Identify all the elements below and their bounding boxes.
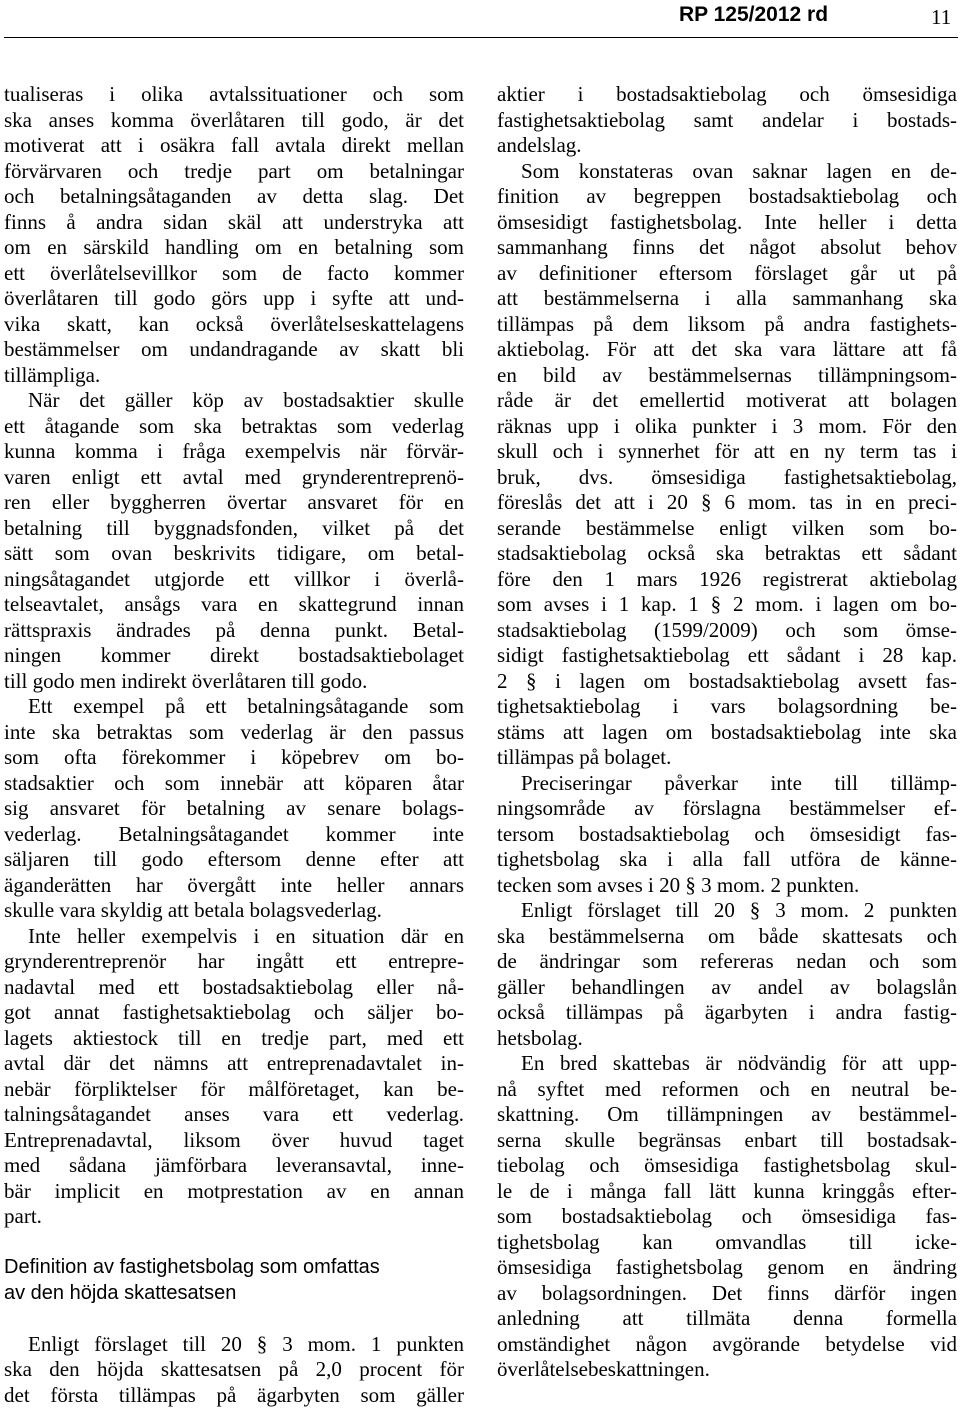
text-line: finns å andra sidan skäl att understryka att bbox=[4, 210, 464, 236]
text-line: När det gäller köp av bostadsaktier skulle bbox=[4, 388, 464, 414]
page-number: 11 bbox=[931, 5, 951, 30]
text-line: Som konstateras ovan saknar lagen en de- bbox=[497, 159, 957, 185]
text-line: stadsaktiebolag också ska betraktas ett sådant bbox=[497, 541, 957, 567]
text-line: till godo men indirekt överlåtaren till godo. bbox=[4, 669, 464, 695]
blank-line bbox=[4, 1306, 464, 1332]
text-line: skull och i synnerhet för att en ny term tas i bbox=[497, 439, 957, 465]
text-line: före den 1 mars 1926 registrerat aktiebolag bbox=[497, 567, 957, 593]
text-line: part. bbox=[4, 1204, 464, 1230]
text-line: ningen kommer direkt bostadsaktiebolaget bbox=[4, 643, 464, 669]
text-line: överlåtaren till godo görs upp i syfte att und- bbox=[4, 286, 464, 312]
text-line: tualiseras i olika avtalssituationer och som bbox=[4, 82, 464, 108]
text-line: om en särskild handling om en betalning som bbox=[4, 235, 464, 261]
text-line: aktiebolag. För att det ska vara lättare att få bbox=[497, 337, 957, 363]
text-line: varen enligt ett avtal med grynderentreprenö- bbox=[4, 465, 464, 491]
text-line: tillämpas på bolaget. bbox=[497, 745, 957, 771]
text-line: nadavtal med ett bostadsaktiebolag eller nå- bbox=[4, 975, 464, 1001]
text-line: nå syftet med reformen och en neutral be- bbox=[497, 1077, 957, 1103]
text-line: nebär förpliktelser för målföretaget, kan be- bbox=[4, 1077, 464, 1103]
text-line: säljaren till godo eftersom denne efter att bbox=[4, 847, 464, 873]
text-line: tighetsaktiebolag i vars bolagsordning be- bbox=[497, 694, 957, 720]
blank-line bbox=[4, 1230, 464, 1256]
text-line: talningsåtagandet anses vara ett vederlag. bbox=[4, 1102, 464, 1128]
text-line: En bred skattebas är nödvändig för att upp- bbox=[497, 1051, 957, 1077]
text-line: föreslås det att i 20 § 6 mom. tas in en preci- bbox=[497, 490, 957, 516]
text-line: betalning till byggnadsfonden, vilket på det bbox=[4, 516, 464, 542]
text-line: 2 § i lagen om bostadsaktiebolag avsett fas- bbox=[497, 669, 957, 695]
header-rule bbox=[4, 37, 958, 38]
text-line: Inte heller exempelvis i en situation där en bbox=[4, 924, 464, 950]
text-line: motiverat att i osäkra fall avtala direkt mellan bbox=[4, 133, 464, 159]
text-line: tersom bostadsaktiebolag och ömsesidigt fas- bbox=[497, 822, 957, 848]
text-line: lagets aktiestock till en tredje part, med ett bbox=[4, 1026, 464, 1052]
text-line: tillämpas på dem liksom på andra fastighets- bbox=[497, 312, 957, 338]
text-line: tighetsbolag kan omvandlas till icke- bbox=[497, 1230, 957, 1256]
text-line: ningsåtagandet utgjorde ett villkor i överlå- bbox=[4, 567, 464, 593]
text-line: bär implicit en motprestation av en annan bbox=[4, 1179, 464, 1205]
text-line: det första tillämpas på ägarbyten som gäller bbox=[4, 1383, 464, 1408]
text-line: hetsbolag. bbox=[497, 1026, 957, 1052]
text-line: grynderentreprenör har ingått ett entrepre- bbox=[4, 949, 464, 975]
text-line: stadsaktiebolag (1599/2009) och som ömse- bbox=[497, 618, 957, 644]
text-line: rättspraxis ändrades på denna punkt. Betal- bbox=[4, 618, 464, 644]
text-line: anledning att tillmäta denna formella bbox=[497, 1306, 957, 1332]
text-line: inte ska betraktas som vederlag är den passus bbox=[4, 720, 464, 746]
text-line: att bestämmelserna i alla sammanhang ska bbox=[497, 286, 957, 312]
text-line: ett överlåtelsevillkor som de facto kommer bbox=[4, 261, 464, 287]
text-line: med sådana jämförbara leveransavtal, inne- bbox=[4, 1153, 464, 1179]
text-line: som bostadsaktiebolag och ömsesidiga fas- bbox=[497, 1204, 957, 1230]
text-line: telseavtalet, ansågs vara en skattegrund innan bbox=[4, 592, 464, 618]
text-line: serande bestämmelse enligt vilken som bo- bbox=[497, 516, 957, 542]
text-line: stadsaktier och som innebär att köparen åtar bbox=[4, 771, 464, 797]
text-line: också tillämpas på ägarbyten i andra fastig- bbox=[497, 1000, 957, 1026]
section-heading-line: Definition av fastighetsbolag som omfattas bbox=[4, 1255, 464, 1281]
text-line: sätt som ovan beskrivits tidigare, om betal- bbox=[4, 541, 464, 567]
text-line: tillämpliga. bbox=[4, 363, 464, 389]
text-line: de ändringar som refereras nedan och som bbox=[497, 949, 957, 975]
text-line: äganderätten har övergått inte heller annars bbox=[4, 873, 464, 899]
right-column bbox=[497, 82, 957, 1383]
section-heading-line: av den höjda skattesatsen bbox=[4, 1281, 464, 1307]
text-line: got annat fastighetsaktiebolag och säljer bo- bbox=[4, 1000, 464, 1026]
left-column bbox=[4, 82, 464, 1408]
text-line: Entreprenadavtal, liksom över huvud taget bbox=[4, 1128, 464, 1154]
text-line: råde är det emellertid motiverat att bolagen bbox=[497, 388, 957, 414]
text-line: en bild av bestämmelsernas tillämpningsom- bbox=[497, 363, 957, 389]
text-line: stäms att lagen om bostadsaktiebolag inte ska bbox=[497, 720, 957, 746]
text-line: skulle vara skyldig att betala bolagsvederlag. bbox=[4, 898, 464, 924]
text-line: ska bestämmelserna om både skattesats och bbox=[497, 924, 957, 950]
text-line: ömsesidigt fastighetsbolag. Inte heller i detta bbox=[497, 210, 957, 236]
text-line: Enligt förslaget till 20 § 3 mom. 2 punkten bbox=[497, 898, 957, 924]
text-line: Preciseringar påverkar inte till tillämp- bbox=[497, 771, 957, 797]
text-line: serna skulle begränsas enbart till bostadsak- bbox=[497, 1128, 957, 1154]
text-line: tecken som avses i 20 § 3 mom. 2 punkten. bbox=[497, 873, 957, 899]
text-line: ska anses komma överlåtaren till godo, är det bbox=[4, 108, 464, 134]
text-line: som avses i 1 kap. 1 § 2 mom. i lagen om bo- bbox=[497, 592, 957, 618]
text-line: gäller behandlingen av andel av bolagslån bbox=[497, 975, 957, 1001]
text-line: sig ansvaret för betalning av senare bolags- bbox=[4, 796, 464, 822]
text-line: sidigt fastighetsaktiebolag ett sådant i 28 kap. bbox=[497, 643, 957, 669]
text-line: kunna komma i fråga exempelvis när förvär- bbox=[4, 439, 464, 465]
text-line: ömsesidiga fastighetsbolag genom en ändring bbox=[497, 1255, 957, 1281]
text-line: tighetsbolag ska i alla fall utföra de känne- bbox=[497, 847, 957, 873]
text-line: vederlag. Betalningsåtagandet kommer inte bbox=[4, 822, 464, 848]
text-line: finition av begreppen bostadsaktiebolag och bbox=[497, 184, 957, 210]
text-line: ningsområde av förslagna bestämmelser ef- bbox=[497, 796, 957, 822]
text-line: Ett exempel på ett betalningsåtagande som bbox=[4, 694, 464, 720]
document-reference: RP 125/2012 rd bbox=[679, 3, 828, 27]
text-line: överlåtelsebeskattningen. bbox=[497, 1357, 957, 1383]
text-line: andelslag. bbox=[497, 133, 957, 159]
text-line: tiebolag och ömsesidiga fastighetsbolag skul- bbox=[497, 1153, 957, 1179]
text-line: av definitioner eftersom förslaget går ut på bbox=[497, 261, 957, 287]
text-line: avtal där det nämns att entreprenadavtalet in- bbox=[4, 1051, 464, 1077]
text-line: ska den höjda skattesatsen på 2,0 procent för bbox=[4, 1357, 464, 1383]
text-line: omständighet någon avgörande betydelse vid bbox=[497, 1332, 957, 1358]
text-line: som ofta förekommer i köpebrev om bo- bbox=[4, 745, 464, 771]
text-line: bruk, dvs. ömsesidiga fastighetsaktiebolag, bbox=[497, 465, 957, 491]
text-line: och betalningsåtaganden av detta slag. Det bbox=[4, 184, 464, 210]
text-line: vika skatt, kan också överlåtelseskattelagens bbox=[4, 312, 464, 338]
text-line: av bolagsordningen. Det finns därför ingen bbox=[497, 1281, 957, 1307]
text-line: skattning. Om tillämpningen av bestämmel- bbox=[497, 1102, 957, 1128]
text-line: ren eller byggherren övertar ansvaret för en bbox=[4, 490, 464, 516]
text-line: aktier i bostadsaktiebolag och ömsesidiga bbox=[497, 82, 957, 108]
text-line: räknas upp i olika punkter i 3 mom. För den bbox=[497, 414, 957, 440]
text-line: förvärvaren och tredje part om betalningar bbox=[4, 159, 464, 185]
text-line: fastighetsaktiebolag samt andelar i bostads- bbox=[497, 108, 957, 134]
text-line: bestämmelser om undandragande av skatt bli bbox=[4, 337, 464, 363]
text-line: ett åtagande som ska betraktas som vederlag bbox=[4, 414, 464, 440]
text-line: sammanhang finns det något absolut behov bbox=[497, 235, 957, 261]
text-line: le de i många fall lätt kunna kringgås efter- bbox=[497, 1179, 957, 1205]
text-line: Enligt förslaget till 20 § 3 mom. 1 punkten bbox=[4, 1332, 464, 1358]
